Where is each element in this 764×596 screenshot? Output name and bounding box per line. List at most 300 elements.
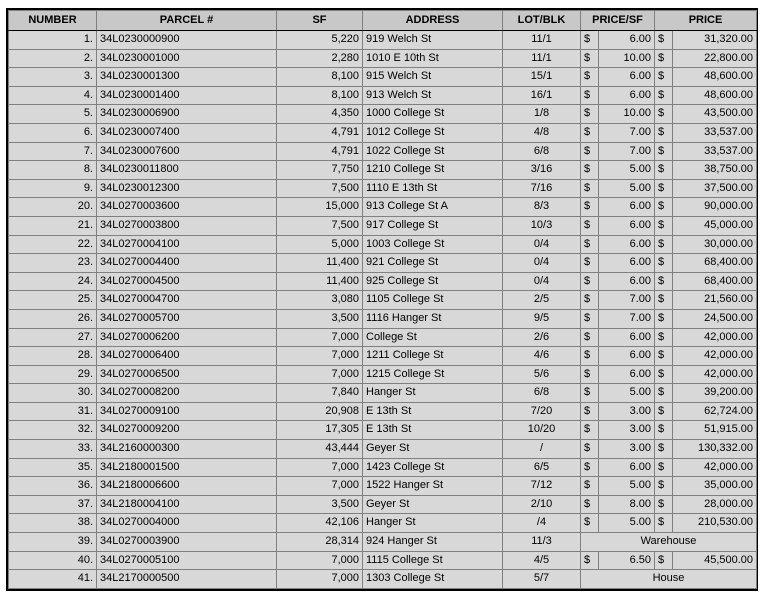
cell-sf: 7,500 <box>277 216 363 235</box>
parcel-table <box>8 10 757 589</box>
cell-price-sf: 3.00 <box>599 421 655 440</box>
cell-price-sf: 7.00 <box>599 123 655 142</box>
table-row <box>9 123 757 142</box>
cell-lotblk: 1/8 <box>503 105 581 124</box>
cell-price-currency: $ <box>655 161 673 180</box>
column-header-lotblk: LOT/BLK <box>503 11 581 31</box>
cell-parcel: 34L2180004100 <box>97 495 277 514</box>
cell-price-sf: 3.00 <box>599 440 655 459</box>
cell-parcel: 34L0230001300 <box>97 68 277 87</box>
cell-price-sf-currency: $ <box>581 198 599 217</box>
cell-price-sf-currency: $ <box>581 365 599 384</box>
cell-number: 7. <box>9 142 97 161</box>
cell-sf: 5,220 <box>277 31 363 50</box>
cell-price-currency: $ <box>655 514 673 533</box>
cell-price: 130,332.00 <box>673 440 757 459</box>
cell-price: 24,500.00 <box>673 309 757 328</box>
cell-sf: 7,840 <box>277 384 363 403</box>
cell-parcel: 34L0230007600 <box>97 142 277 161</box>
cell-address: Geyer St <box>363 440 503 459</box>
cell-parcel: 34L0230007400 <box>97 123 277 142</box>
table-row <box>9 272 757 291</box>
cell-price: 45,500.00 <box>673 551 757 570</box>
cell-lotblk: 4/5 <box>503 551 581 570</box>
cell-sf: 11,400 <box>277 254 363 273</box>
cell-price-currency: $ <box>655 179 673 198</box>
cell-price-currency: $ <box>655 198 673 217</box>
cell-price-currency: $ <box>655 328 673 347</box>
cell-parcel: 34L2160000300 <box>97 440 277 459</box>
cell-number: 37. <box>9 495 97 514</box>
cell-price-sf-currency: $ <box>581 309 599 328</box>
table-row <box>9 198 757 217</box>
cell-address: Geyer St <box>363 495 503 514</box>
cell-price: 33,537.00 <box>673 123 757 142</box>
cell-price-currency: $ <box>655 551 673 570</box>
cell-price-currency: $ <box>655 31 673 50</box>
cell-price-sf: 6.00 <box>599 216 655 235</box>
cell-price-sf-currency: $ <box>581 68 599 87</box>
cell-price-sf: 6.00 <box>599 235 655 254</box>
cell-number: 27. <box>9 328 97 347</box>
cell-address: 1012 College St <box>363 123 503 142</box>
cell-address: 1215 College St <box>363 365 503 384</box>
cell-sf: 7,500 <box>277 179 363 198</box>
table-row <box>9 440 757 459</box>
cell-price: 22,800.00 <box>673 49 757 68</box>
cell-number: 41. <box>9 570 97 589</box>
cell-parcel: 34L0230000900 <box>97 31 277 50</box>
cell-address: 1010 E 10th St <box>363 49 503 68</box>
cell-price-sf: 6.00 <box>599 31 655 50</box>
cell-address: 913 College St A <box>363 198 503 217</box>
cell-price-sf-currency: $ <box>581 142 599 161</box>
cell-price: 68,400.00 <box>673 254 757 273</box>
cell-price: 42,000.00 <box>673 347 757 366</box>
cell-price-sf: 10.00 <box>599 49 655 68</box>
cell-address: 1115 College St <box>363 551 503 570</box>
cell-number: 28. <box>9 347 97 366</box>
cell-price-sf: 10.00 <box>599 105 655 124</box>
cell-parcel: 34L0230011800 <box>97 161 277 180</box>
cell-parcel: 34L2180001500 <box>97 458 277 477</box>
cell-price-currency: $ <box>655 235 673 254</box>
cell-lotblk: 6/5 <box>503 458 581 477</box>
cell-lotblk: / <box>503 440 581 459</box>
cell-price: 37,500.00 <box>673 179 757 198</box>
cell-price-currency: $ <box>655 347 673 366</box>
cell-lotblk: 11/1 <box>503 31 581 50</box>
cell-parcel: 34L0270006500 <box>97 365 277 384</box>
cell-number: 6. <box>9 123 97 142</box>
cell-price-sf: 6.00 <box>599 328 655 347</box>
cell-note: House <box>581 570 757 589</box>
cell-address: 1522 Hanger St <box>363 477 503 496</box>
cell-price-sf-currency: $ <box>581 495 599 514</box>
table-row <box>9 477 757 496</box>
cell-price-sf-currency: $ <box>581 235 599 254</box>
cell-price-sf: 6.00 <box>599 347 655 366</box>
cell-price-sf-currency: $ <box>581 49 599 68</box>
table-row <box>9 402 757 421</box>
cell-sf: 8,100 <box>277 68 363 87</box>
cell-sf: 8,100 <box>277 86 363 105</box>
cell-price-sf-currency: $ <box>581 179 599 198</box>
table-row <box>9 31 757 50</box>
cell-price-sf: 6.50 <box>599 551 655 570</box>
cell-price: 48,600.00 <box>673 86 757 105</box>
table-row <box>9 514 757 533</box>
cell-lotblk: 4/6 <box>503 347 581 366</box>
cell-address: Hanger St <box>363 514 503 533</box>
cell-lotblk: 11/1 <box>503 49 581 68</box>
cell-price-sf-currency: $ <box>581 384 599 403</box>
cell-address: 913 Welch St <box>363 86 503 105</box>
cell-address: 1110 E 13th St <box>363 179 503 198</box>
cell-sf: 42,106 <box>277 514 363 533</box>
cell-price: 45,000.00 <box>673 216 757 235</box>
cell-price: 43,500.00 <box>673 105 757 124</box>
cell-lotblk: 7/16 <box>503 179 581 198</box>
cell-parcel: 34L0270003600 <box>97 198 277 217</box>
table-row <box>9 328 757 347</box>
cell-lotblk: 2/10 <box>503 495 581 514</box>
table-row <box>9 254 757 273</box>
cell-parcel: 34L0270003800 <box>97 216 277 235</box>
cell-number: 40. <box>9 551 97 570</box>
cell-sf: 7,750 <box>277 161 363 180</box>
cell-price-currency: $ <box>655 68 673 87</box>
cell-address: 1003 College St <box>363 235 503 254</box>
cell-lotblk: 0/4 <box>503 254 581 273</box>
cell-price-sf: 6.00 <box>599 272 655 291</box>
cell-price-sf-currency: $ <box>581 86 599 105</box>
cell-number: 25. <box>9 291 97 310</box>
cell-parcel: 34L0230012300 <box>97 179 277 198</box>
cell-price-currency: $ <box>655 477 673 496</box>
cell-parcel: 34L0230001000 <box>97 49 277 68</box>
cell-number: 35. <box>9 458 97 477</box>
cell-lotblk: 4/8 <box>503 123 581 142</box>
cell-price: 21,560.00 <box>673 291 757 310</box>
cell-price-currency: $ <box>655 254 673 273</box>
cell-parcel: 34L0230001400 <box>97 86 277 105</box>
cell-number: 9. <box>9 179 97 198</box>
cell-lotblk: 10/20 <box>503 421 581 440</box>
table-row <box>9 347 757 366</box>
cell-sf: 4,791 <box>277 123 363 142</box>
cell-price-sf-currency: $ <box>581 551 599 570</box>
cell-price-sf-currency: $ <box>581 272 599 291</box>
cell-price-currency: $ <box>655 309 673 328</box>
cell-price-currency: $ <box>655 421 673 440</box>
cell-address: 1423 College St <box>363 458 503 477</box>
cell-address: 925 College St <box>363 272 503 291</box>
cell-address: 1303 College St <box>363 570 503 589</box>
cell-parcel: 34L2180006600 <box>97 477 277 496</box>
cell-price: 33,537.00 <box>673 142 757 161</box>
column-header-sf: SF <box>277 11 363 31</box>
cell-price-sf-currency: $ <box>581 254 599 273</box>
cell-number: 29. <box>9 365 97 384</box>
cell-price-currency: $ <box>655 86 673 105</box>
cell-sf: 7,000 <box>277 328 363 347</box>
cell-sf: 5,000 <box>277 235 363 254</box>
cell-price-currency: $ <box>655 49 673 68</box>
cell-number: 22. <box>9 235 97 254</box>
cell-price-sf: 8.00 <box>599 495 655 514</box>
cell-parcel: 34L0270004000 <box>97 514 277 533</box>
cell-price-currency: $ <box>655 142 673 161</box>
cell-sf: 7,000 <box>277 458 363 477</box>
cell-sf: 11,400 <box>277 272 363 291</box>
cell-price-sf: 5.00 <box>599 514 655 533</box>
cell-price-currency: $ <box>655 458 673 477</box>
cell-price: 30,000.00 <box>673 235 757 254</box>
cell-price: 42,000.00 <box>673 328 757 347</box>
cell-parcel: 34L0270004700 <box>97 291 277 310</box>
cell-address: 915 Welch St <box>363 68 503 87</box>
cell-number: 38. <box>9 514 97 533</box>
cell-price: 42,000.00 <box>673 458 757 477</box>
cell-price-sf-currency: $ <box>581 440 599 459</box>
cell-price: 31,320.00 <box>673 31 757 50</box>
cell-lotblk: 5/7 <box>503 570 581 589</box>
cell-sf: 17,305 <box>277 421 363 440</box>
cell-price: 68,400.00 <box>673 272 757 291</box>
cell-number: 32. <box>9 421 97 440</box>
cell-lotblk: 6/8 <box>503 142 581 161</box>
cell-price-sf: 7.00 <box>599 291 655 310</box>
cell-price-sf: 5.00 <box>599 161 655 180</box>
cell-sf: 4,350 <box>277 105 363 124</box>
cell-sf: 7,000 <box>277 347 363 366</box>
table-row <box>9 49 757 68</box>
cell-price-sf: 5.00 <box>599 179 655 198</box>
cell-price: 90,000.00 <box>673 198 757 217</box>
cell-price-sf: 6.00 <box>599 198 655 217</box>
column-header-price: PRICE <box>655 11 757 31</box>
cell-number: 5. <box>9 105 97 124</box>
cell-price-sf-currency: $ <box>581 514 599 533</box>
cell-price-sf-currency: $ <box>581 421 599 440</box>
cell-price-sf: 6.00 <box>599 458 655 477</box>
cell-sf: 7,000 <box>277 551 363 570</box>
cell-parcel: 34L2170000500 <box>97 570 277 589</box>
cell-price-sf-currency: $ <box>581 216 599 235</box>
cell-address: 1022 College St <box>363 142 503 161</box>
cell-price-sf: 6.00 <box>599 68 655 87</box>
cell-sf: 20,908 <box>277 402 363 421</box>
cell-sf: 3,500 <box>277 309 363 328</box>
cell-number: 23. <box>9 254 97 273</box>
cell-price-sf-currency: $ <box>581 31 599 50</box>
cell-lotblk: 0/4 <box>503 235 581 254</box>
cell-price-sf-currency: $ <box>581 328 599 347</box>
table-row <box>9 235 757 254</box>
cell-number: 30. <box>9 384 97 403</box>
spreadsheet-table-container <box>6 8 758 591</box>
cell-price-sf: 5.00 <box>599 477 655 496</box>
column-header-price-sf: PRICE/SF <box>581 11 655 31</box>
cell-lotblk: 7/20 <box>503 402 581 421</box>
table-row <box>9 291 757 310</box>
cell-parcel: 34L0270004400 <box>97 254 277 273</box>
cell-address: E 13th St <box>363 402 503 421</box>
cell-sf: 28,314 <box>277 533 363 552</box>
cell-number: 4. <box>9 86 97 105</box>
cell-sf: 7,000 <box>277 570 363 589</box>
cell-price-currency: $ <box>655 272 673 291</box>
cell-price-sf: 6.00 <box>599 86 655 105</box>
cell-price-sf-currency: $ <box>581 458 599 477</box>
cell-address: 1210 College St <box>363 161 503 180</box>
cell-lotblk: 10/3 <box>503 216 581 235</box>
cell-address: E 13th St <box>363 421 503 440</box>
cell-number: 31. <box>9 402 97 421</box>
cell-price: 210,530.00 <box>673 514 757 533</box>
cell-address: College St <box>363 328 503 347</box>
cell-note: Warehouse <box>581 533 757 552</box>
cell-lotblk: /4 <box>503 514 581 533</box>
cell-price-currency: $ <box>655 123 673 142</box>
cell-address: 1211 College St <box>363 347 503 366</box>
cell-price-sf-currency: $ <box>581 105 599 124</box>
table-row <box>9 384 757 403</box>
cell-price-sf: 6.00 <box>599 365 655 384</box>
cell-price-sf-currency: $ <box>581 123 599 142</box>
cell-parcel: 34L0270009100 <box>97 402 277 421</box>
cell-lotblk: 7/12 <box>503 477 581 496</box>
cell-parcel: 34L0270009200 <box>97 421 277 440</box>
cell-address: 1105 College St <box>363 291 503 310</box>
cell-number: 33. <box>9 440 97 459</box>
cell-price-currency: $ <box>655 216 673 235</box>
table-row <box>9 179 757 198</box>
table-body <box>9 31 757 589</box>
cell-sf: 7,000 <box>277 365 363 384</box>
cell-price-sf: 3.00 <box>599 402 655 421</box>
column-header-parcel: PARCEL # <box>97 11 277 31</box>
cell-lotblk: 9/5 <box>503 309 581 328</box>
column-header-address: ADDRESS <box>363 11 503 31</box>
table-row <box>9 495 757 514</box>
cell-sf: 43,444 <box>277 440 363 459</box>
cell-number: 26. <box>9 309 97 328</box>
cell-price: 39,200.00 <box>673 384 757 403</box>
column-header-number: NUMBER <box>9 11 97 31</box>
cell-parcel: 34L0270004100 <box>97 235 277 254</box>
cell-price-currency: $ <box>655 365 673 384</box>
cell-price-sf: 6.00 <box>599 254 655 273</box>
table-row <box>9 86 757 105</box>
cell-price-currency: $ <box>655 384 673 403</box>
cell-lotblk: 11/3 <box>503 533 581 552</box>
table-row <box>9 421 757 440</box>
cell-price-sf-currency: $ <box>581 161 599 180</box>
cell-price-sf: 7.00 <box>599 142 655 161</box>
cell-lotblk: 8/3 <box>503 198 581 217</box>
table-row <box>9 216 757 235</box>
cell-price: 48,600.00 <box>673 68 757 87</box>
cell-price-currency: $ <box>655 105 673 124</box>
cell-sf: 2,280 <box>277 49 363 68</box>
cell-lotblk: 2/6 <box>503 328 581 347</box>
cell-lotblk: 2/5 <box>503 291 581 310</box>
cell-parcel: 34L0270005100 <box>97 551 277 570</box>
cell-parcel: 34L0230006900 <box>97 105 277 124</box>
cell-price-sf-currency: $ <box>581 477 599 496</box>
cell-sf: 7,000 <box>277 477 363 496</box>
table-row <box>9 68 757 87</box>
cell-lotblk: 3/16 <box>503 161 581 180</box>
cell-price: 62,724.00 <box>673 402 757 421</box>
cell-price: 28,000.00 <box>673 495 757 514</box>
cell-sf: 3,500 <box>277 495 363 514</box>
cell-number: 21. <box>9 216 97 235</box>
cell-parcel: 34L0270006400 <box>97 347 277 366</box>
cell-address: Hanger St <box>363 384 503 403</box>
cell-address: 924 Hanger St <box>363 533 503 552</box>
cell-parcel: 34L0270003900 <box>97 533 277 552</box>
cell-price-currency: $ <box>655 440 673 459</box>
table-row <box>9 533 757 552</box>
cell-price-currency: $ <box>655 495 673 514</box>
cell-number: 39. <box>9 533 97 552</box>
table-row <box>9 570 757 589</box>
cell-address: 917 College St <box>363 216 503 235</box>
table-header-row <box>9 11 757 31</box>
cell-price-sf: 7.00 <box>599 309 655 328</box>
cell-parcel: 34L0270005700 <box>97 309 277 328</box>
cell-parcel: 34L0270008200 <box>97 384 277 403</box>
cell-price-sf: 5.00 <box>599 384 655 403</box>
cell-parcel: 34L0270006200 <box>97 328 277 347</box>
table-row <box>9 458 757 477</box>
cell-lotblk: 6/8 <box>503 384 581 403</box>
cell-lotblk: 16/1 <box>503 86 581 105</box>
cell-address: 919 Welch St <box>363 31 503 50</box>
cell-address: 1000 College St <box>363 105 503 124</box>
cell-sf: 3,080 <box>277 291 363 310</box>
table-row <box>9 551 757 570</box>
cell-price: 38,750.00 <box>673 161 757 180</box>
cell-lotblk: 15/1 <box>503 68 581 87</box>
cell-sf: 4,791 <box>277 142 363 161</box>
cell-number: 8. <box>9 161 97 180</box>
cell-lotblk: 5/6 <box>503 365 581 384</box>
cell-number: 36. <box>9 477 97 496</box>
cell-address: 1116 Hanger St <box>363 309 503 328</box>
table-row <box>9 142 757 161</box>
cell-price-sf-currency: $ <box>581 347 599 366</box>
cell-parcel: 34L0270004500 <box>97 272 277 291</box>
cell-price: 42,000.00 <box>673 365 757 384</box>
cell-number: 24. <box>9 272 97 291</box>
cell-price-sf-currency: $ <box>581 291 599 310</box>
cell-number: 3. <box>9 68 97 87</box>
cell-price-sf-currency: $ <box>581 402 599 421</box>
table-row <box>9 309 757 328</box>
cell-sf: 15,000 <box>277 198 363 217</box>
cell-number: 20. <box>9 198 97 217</box>
cell-price-currency: $ <box>655 402 673 421</box>
table-row <box>9 161 757 180</box>
table-row <box>9 365 757 384</box>
cell-price: 51,915.00 <box>673 421 757 440</box>
cell-price-currency: $ <box>655 291 673 310</box>
cell-number: 1. <box>9 31 97 50</box>
